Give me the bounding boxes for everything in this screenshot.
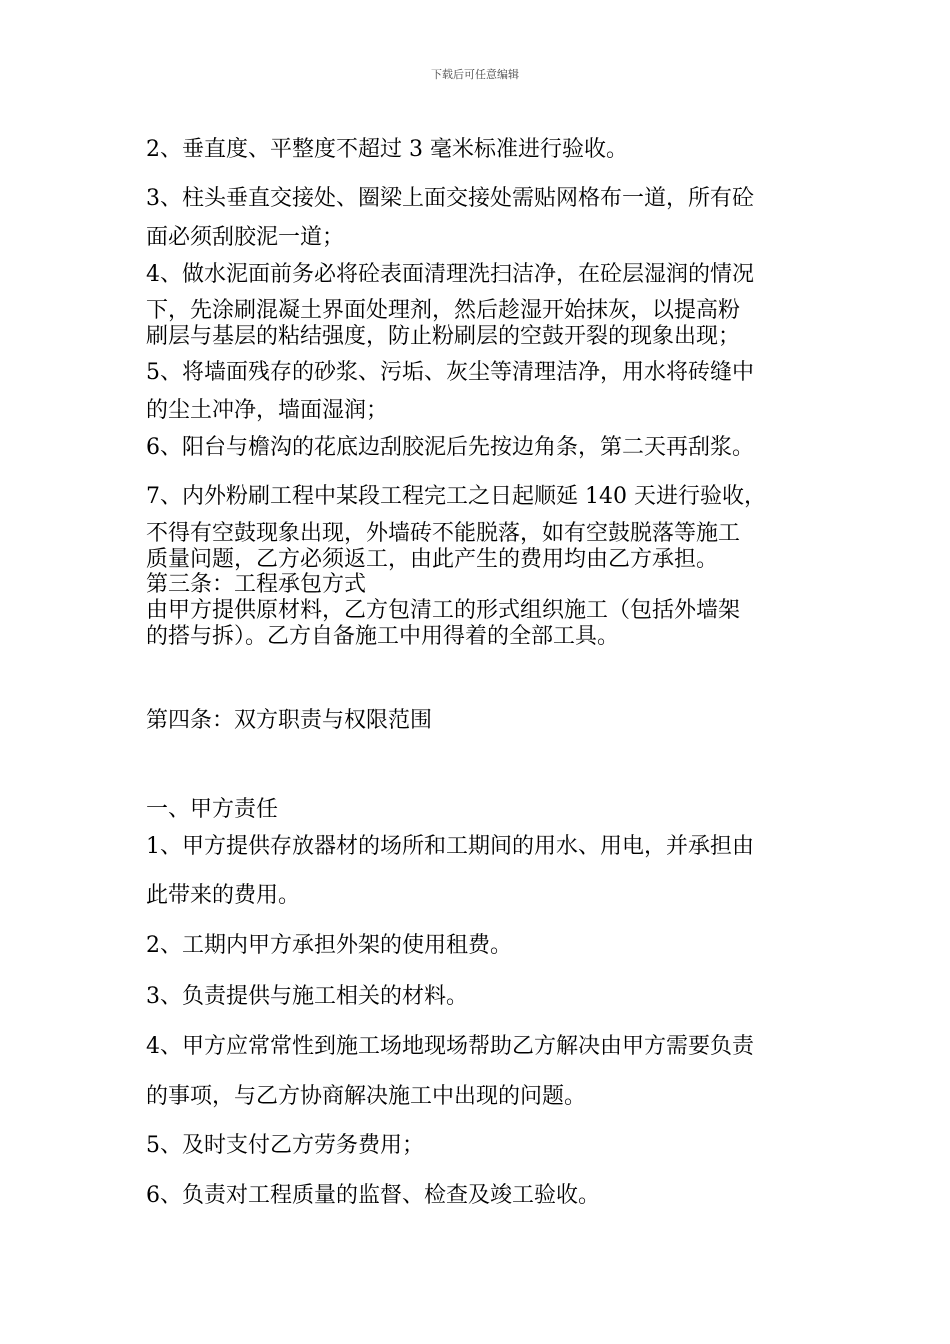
paragraph-line: 3、柱头垂直交接处、圈梁上面交接处需贴网格布一道，所有砼	[146, 186, 754, 211]
paragraph-line: 3、负责提供与施工相关的材料。	[146, 984, 468, 1009]
paragraph-line: 质量问题，乙方必须返工，由此产生的费用均由乙方承担。	[146, 547, 719, 572]
section-heading: 第三条：工程承包方式	[146, 572, 367, 597]
paragraph-line: 7、内外粉刷工程中某段工程完工之日起顺延 140 天进行验收，	[146, 484, 766, 509]
paragraph-line: 面必须刮胶泥一道；	[146, 225, 345, 250]
paragraph-line: 2、工期内甲方承担外架的使用租费。	[146, 933, 512, 958]
paragraph-line: 不得有空鼓现象出现，外墙砖不能脱落，如有空鼓脱落等施工	[146, 521, 741, 546]
paragraph-line: 的事项，与乙方协商解决施工中出现的问题。	[146, 1084, 587, 1109]
paragraph-line: 2、垂直度、平整度不超过 3 毫米标准进行验收。	[146, 137, 628, 162]
paragraph-line: 5、将墙面残存的砂浆、污垢、灰尘等清理洁净，用水将砖缝中	[146, 360, 754, 385]
paragraph-line: 4、做水泥面前务必将砼表面清理洗扫洁净，在砼层湿润的情况	[146, 262, 754, 287]
paragraph-line: 下，先涂刷混凝土界面处理剂，然后趁湿开始抹灰，以提高粉	[146, 298, 741, 323]
paragraph-line: 此带来的费用。	[146, 883, 301, 908]
paragraph-line: 的搭与拆）。乙方自备施工中用得着的全部工具。	[146, 624, 620, 649]
paragraph-line: 5、及时支付乙方劳务费用；	[146, 1133, 424, 1158]
paragraph-line: 6、负责对工程质量的监督、检查及竣工验收。	[146, 1183, 600, 1208]
paragraph-line: 由甲方提供原材料，乙方包清工的形式组织施工（包括外墙架	[146, 598, 741, 623]
paragraph-line: 4、甲方应常常性到施工场地现场帮助乙方解决由甲方需要负责	[146, 1034, 754, 1059]
paragraph-line: 1、甲方提供存放器材的场所和工期间的用水、用电，并承担由	[146, 834, 754, 859]
paragraph-line: 6、阳台与檐沟的花底边刮胶泥后先按边角条，第二天再刮浆。	[146, 435, 754, 460]
subsection-heading: 一、甲方责任	[146, 797, 279, 822]
section-heading: 第四条：双方职责与权限范围	[146, 708, 433, 733]
paragraph-line: 的尘土冲净，墙面湿润；	[146, 398, 389, 423]
page-header: 下载后可任意编辑	[431, 68, 519, 81]
paragraph-line: 刷层与基层的粘结强度，防止粉刷层的空鼓开裂的现象出现；	[146, 324, 741, 349]
